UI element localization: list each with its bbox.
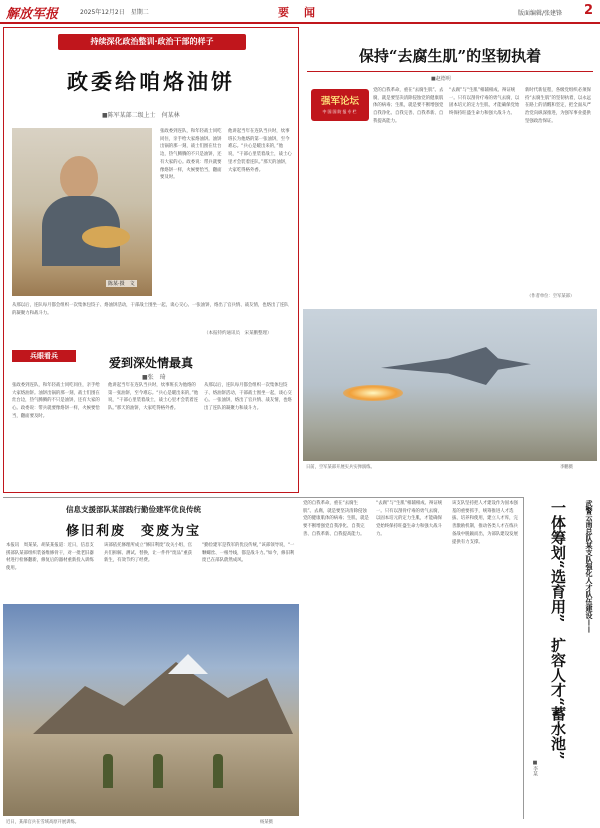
side-body-column-1: 党的自我革命，重在“去腐生肌”。去腐，就是要坚决清除侵蚀党的健康肌体的病毒；生肌，就是要不断增强党自我净化、自我完善、自我革新、自我提高能力。	[303, 501, 369, 537]
right-column-1: 党的自我革命，重在“去腐生肌”。去腐，就是要坚决清除侵蚀党的健康肌体的病毒；生肌，就是要不断增强党自我净化、自我完善、自我革新、自我提高能力。	[373, 88, 444, 124]
forum-badge	[311, 89, 369, 121]
section-divider	[3, 497, 523, 498]
second-column-1: 张政委到连队，和年轻战士同吃同住，亲手给大家烙油饼。油饼出锅的那一刻，战士们围在灶台边，热气腾腾的不只是油饼，还有大家的心。政委说：带兵就要像烙饼一样，火候要恰当，翻面要及时。	[12, 383, 100, 419]
photo-flatbread	[82, 226, 130, 248]
fighter-jet-shape	[381, 347, 531, 385]
photo-credit: 陈某·摄 文	[108, 281, 135, 287]
bottom-photo-caption: 近日，某部官兵在雪域高原开展训练。	[6, 820, 80, 825]
fighter-jet-photo	[303, 309, 597, 461]
bottom-column-1: 本报讯 周某某、胡某某报道：近日，信息支援部队某部组织装备维修骨干，对一批老旧器材进行检修翻新，修复后的器材重新投入训练使用。	[6, 543, 94, 572]
right-article-byline: ■赵德明	[431, 76, 451, 82]
soldier-figure	[153, 754, 163, 788]
bottom-column-3: “勤俭建军是我军的优良传统，”该部领导说，“一颗螺丝、一根导线，都是战斗力。”如今，修旧利废已在部队蔚然成风。	[202, 543, 295, 564]
left-article-box	[3, 27, 299, 493]
issue-date: 2025年12月2日 星期二	[80, 9, 149, 16]
title-divider	[307, 71, 593, 72]
right-article-signature: （作者单位：空军某部）	[527, 294, 575, 299]
side-kicker: 武警云南总队某支队强化人才队伍建设——	[585, 500, 594, 633]
right-column-3: 新时代新征程，各级党组织必须保持“去腐生肌”的坚韧执着，以永远在路上的清醒和坚定，把全面从严治党向纵深推进，为强军事业提供坚强政治保证。	[525, 88, 592, 124]
soldier-photo	[12, 128, 152, 296]
bottom-kicker: 信息支援部队某部践行勤俭建军优良传统	[66, 505, 201, 514]
second-article-title: 爱到深处情最真	[108, 356, 193, 370]
side-body-column-2: “去腐”与“生肌”相辅相成、辩证统一。只有以刮骨疗毒的勇气去腐，以固本培元的定力生肌，才能确保党始终保持旺盛生命力和强大战斗力。	[376, 501, 443, 537]
article-column-3: 从那以后，连队每月都会组织一次集体包饺子、烙油饼活动，干部战士围坐一起，谈心交心。一张油饼，烙出了官兵情、战友情，也烙出了连队的凝聚力和战斗力。	[12, 303, 289, 316]
jet-photo-credit: 李鹏摄	[560, 465, 573, 470]
article-column-2: 他讲起当年在连队当兵时，炊事班长为他烙的第一张油饼，至今难忘。“兵心是暖出来的，”他说，“干部心里装着战士，战士心里才会装着连队。”那天的油饼，大家吃得格外香。	[228, 129, 292, 173]
section-title: 要 闻	[278, 6, 317, 19]
right-article-title: 保持“去腐生肌”的坚韧执着	[358, 47, 542, 65]
right-article	[303, 27, 597, 307]
column-tag: 兵眼看兵	[12, 350, 76, 362]
jet-photo-caption: 日前，空军某部开展实兵实弹演练。	[306, 465, 375, 470]
mountain-training-photo	[3, 604, 299, 816]
rocket-flash	[343, 385, 403, 401]
badge-title: 强军论坛	[320, 96, 359, 107]
second-article-byline: ■张 琦	[142, 374, 166, 381]
newspaper-logo: 解放军报	[6, 7, 59, 22]
badge-subtitle: 中国国防报专栏	[322, 109, 358, 114]
series-banner: 持续深化政治整训·政治干部的样子	[58, 34, 246, 50]
photo-face	[60, 156, 98, 200]
second-column-3: 从那以后，连队每月都会组织一次集体包饺子、烙油饼活动，干部战士围坐一起，谈心交心。一张油饼，烙出了官兵情、战友情，也烙出了连队的凝聚力和战斗力。	[204, 383, 292, 412]
mountain-peak	[33, 654, 293, 734]
side-title: 一体筹划“选育用” 扩容人才“蓄水池”	[549, 500, 567, 760]
right-column-2: “去腐”与“生肌”相辅相成、辩证统一。只有以刮骨疗毒的勇气去腐，以固本培元的定力生肌，才能确保党始终保持旺盛生命力和强大战斗力。	[449, 88, 520, 117]
bottom-photo-credit: 杨某摄	[260, 820, 273, 825]
article-byline: ■陈军某部二级上士 何某林	[102, 112, 180, 119]
page-number: 2	[584, 3, 594, 18]
page-header	[0, 0, 600, 24]
vertical-divider	[523, 497, 524, 819]
bottom-title: 修旧利废 变废为宝	[66, 524, 202, 539]
bottom-column-2: 该部依托修理所成立“修旧利废”攻关小组，官兵们拆解、测试、替换，让一件件“废品”重获新生，有效节约了经费。	[104, 543, 192, 564]
soldier-figure	[103, 754, 113, 788]
article-title: 政委给咱烙油饼	[67, 69, 235, 94]
article-column-1: 张政委到连队，和年轻战士同吃同住，亲手给大家烙油饼。油饼出锅的那一刻，战士们围在灶台边，热气腾腾的不只是油饼，还有大家的心。政委说：带兵就要像烙饼一样，火候要恰当，翻面要及时。	[160, 129, 222, 181]
editor-credit: 版面编辑/张建锋	[518, 10, 563, 17]
article-signature: （本报特约通讯员 宋某鹏整理）	[204, 331, 272, 336]
side-body-column-3: 该支队坚持把人才建设作为固本强基的重要抓手，统筹推进人才选拔、培养和使用，建立人才库，完善激励机制，推动各类人才在练兵备战中脱颖而出，为部队建设发展提供有力支撑。	[452, 501, 518, 545]
second-column-2: 他讲起当年在连队当兵时，炊事班长为他烙的第一张油饼，至今难忘。“兵心是暖出来的，”他说，“干部心里装着战士，战士心里才会装着连队。”那天的油饼，大家吃得格外香。	[108, 383, 199, 412]
soldier-figure	[213, 754, 223, 788]
side-byline: ■李某	[532, 760, 538, 776]
